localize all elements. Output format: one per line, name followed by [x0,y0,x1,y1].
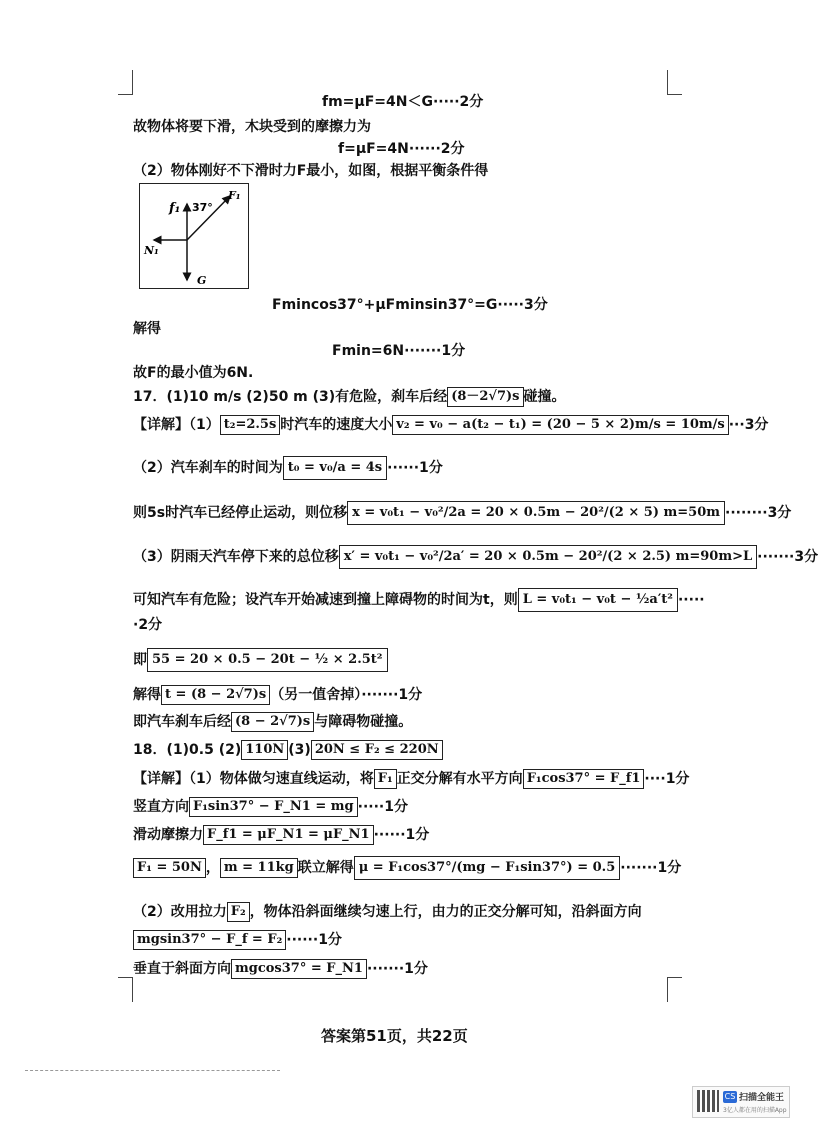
crop-mark-top-right [667,70,682,95]
badge-title: 扫描全能王 [739,1093,785,1103]
q17-d8-box: (8 − 2√7)s [231,712,314,732]
q17-d1-box2: v₂ = v₀ − a(t₂ − t₁) = (20 − 5 × 2)m/s = 10m/s [392,415,728,435]
q18-d1-box1: F₁ [374,769,397,789]
q17-d4-c: ·······3分 [757,549,818,565]
q17-head-tail: 碰撞。 [523,389,566,405]
q18-d3-c: ······1分 [373,827,430,843]
q18-detail-5 [133,901,642,922]
q18-d2-box: F₁sin37° − F_N1 = mg [189,797,358,817]
q18-detail-4 [133,856,681,880]
q17-d3-a: 则5s时汽车已经停止运动，则位移 [133,505,348,521]
q18-d7-c: ·······1分 [366,961,428,977]
text-line-6: 解得 [133,321,161,337]
q17-d7-c: （另一值舍掉）·······1分 [270,687,423,703]
force-diagram [139,183,249,289]
q17-d2-box: t₀ = v₀/a = 4s [283,456,387,480]
q17-d1-a: 【详解】（1） [133,417,220,433]
q17-d3-c: ········3分 [725,505,792,521]
q17-d5-box: L = v₀t₁ − v₀t − ½a′t² [518,588,678,612]
q18-mid: (3) [288,742,311,758]
q18-head: 18．(1)0.5 (2) [133,742,242,758]
q17-d1-b: 时汽车的速度大小 [280,417,393,433]
q17-detail-5-score: ·2分 [133,617,163,633]
q17-answer [133,386,566,407]
badge-subtitle: 3亿人都在用的扫描App [723,1107,787,1114]
q17-d6-a: 即 [133,652,147,668]
text-line-2: 故物体将要下滑，木块受到的摩擦力为 [133,119,371,135]
q18-box1: 110N [241,740,288,760]
q17-d7-box: t = (8 − 2√7)s [161,685,270,705]
q18-d5-b: ，物体沿斜面继续匀速上行，由力的正交分解可知，沿斜面方向 [249,904,642,920]
q17-detail-5 [133,588,705,612]
angle-label: 37° [192,201,213,214]
q17-d7-a: 解得 [133,687,161,703]
q17-d4-a: （3）阴雨天汽车停下来的总位移 [133,549,339,565]
q17-detail-6 [133,648,388,672]
q18-d5-a: （2）改用拉力 [133,904,227,920]
G-label: G [197,274,207,287]
q18-d1-box2: F₁cos37° = F_f1 [523,769,645,789]
q18-d3-a: 滑动摩擦力 [133,827,203,843]
q18-d6-box: mgsin37° − F_f = F₂ [133,930,286,950]
page-footer: 答案第51页，共22页 [321,1027,468,1045]
q18-d2-c: ·····1分 [357,799,408,815]
q18-d1-a: 【详解】（1）物体做匀速直线运动，将 [133,771,374,787]
q18-d4-d: ·······1分 [620,860,682,876]
equation-line-7: Fmin=6N·······1分 [332,343,466,359]
q18-detail-3 [133,824,429,845]
q18-detail-1 [133,768,689,789]
q18-d6-c: ······1分 [286,932,342,948]
q17-d4-box: x′ = v₀t₁ − v₀²/2a′ = 20 × 0.5m − 20²/(2 × 2.5) m=90m>L [339,545,757,569]
q18-d4-box2: m = 11kg [220,858,298,878]
q17-d8-a: 即汽车刹车后经 [133,714,231,730]
f1-label: f₁ [169,201,181,216]
q18-detail-6 [133,929,342,950]
q18-d4-box1: F₁ = 50N [133,858,206,878]
q17-head-box: (8－2√7)s [447,387,523,407]
q18-d4-b: ， [205,860,220,876]
q17-detail-2 [133,456,443,480]
q18-box2: 20N ≤ F₂ ≤ 220N [311,740,443,760]
crop-mark-top-left [118,70,133,95]
q18-d3-box: F_f1 = μF_N1 = μF_N1 [203,825,374,845]
q17-d8-c: 与障碍物碰撞。 [314,714,413,730]
q17-detail-4 [133,545,818,569]
force-diagram-svg [140,184,248,288]
camscanner-icon: CS [724,1092,736,1101]
qr-code-icon [697,1090,719,1112]
q17-detail-3 [133,501,791,525]
crop-mark-bottom-right [667,977,682,1002]
q18-detail-2 [133,796,408,817]
q17-d2-c: ······1分 [387,460,443,476]
q17-head: 17．(1)10 m/s (2)50 m (3)有危险，刹车后经 [133,389,448,405]
q18-d4-c: 联立解得 [297,860,354,876]
text-line-8: 故F的最小值为6N. [133,365,254,381]
divider [25,1070,280,1071]
q18-d7-a: 垂直于斜面方向 [133,961,231,977]
crop-mark-bottom-left [118,977,133,1002]
q18-answer [133,739,443,760]
q17-d1-c: ···3分 [728,417,769,433]
text-line-4: （2）物体刚好不下滑时力F最小，如图，根据平衡条件得 [133,163,489,179]
q18-d7-box: mgcos37° = F_N1 [231,959,367,979]
q17-d2-a: （2）汽车刹车的时间为 [133,460,283,476]
q17-detail-8 [133,711,412,732]
equation-line-1: fm=μF=4N＜G·····2分 [322,94,484,110]
q17-d1-box1: t₂=2.5s [220,415,281,435]
q17-detail-7 [133,684,422,705]
q18-d1-b: 正交分解有水平方向 [396,771,523,787]
q17-d6-box: 55 = 20 × 0.5 − 20t − ½ × 2.5t² [147,648,388,672]
q18-d2-a: 竖直方向 [133,799,189,815]
q17-detail-1 [133,414,768,435]
equation-line-5: Fmincos37°+μFminsin37°=G·····3分 [272,297,548,313]
q17-d3-box: x = v₀t₁ − v₀²/2a = 20 × 0.5m − 20²/(2 × 5) m=50m [347,501,725,525]
equation-line-3: f=μF=4N······2分 [338,141,465,157]
q18-detail-7 [133,958,428,979]
scanner-watermark [692,1086,790,1118]
q18-d1-c: ····1分 [644,771,690,787]
q18-d5-box: F₂ [227,902,250,922]
q17-d5-c: ····· [677,592,705,608]
N1-label: N₁ [144,244,159,257]
q17-d5-a: 可知汽车有危险；设汽车开始减速到撞上障碍物的时间为t，则 [133,592,518,608]
q18-d4-box3: μ = F₁cos37°/(mg − F₁sin37°) = 0.5 [354,856,621,880]
F1-label: F₁ [228,189,241,202]
